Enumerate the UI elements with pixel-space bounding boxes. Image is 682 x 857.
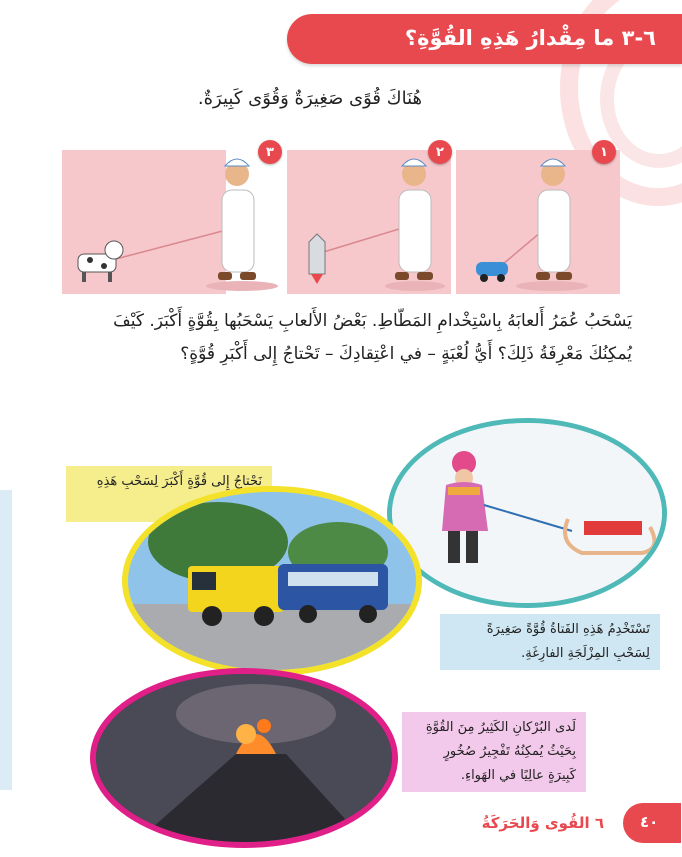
chapter-title: ٦ القُوى وَالحَرَكَةُ <box>481 814 604 832</box>
intro-text: هُنَاكَ قُوًى صَغِيرَةٌ وَقُوًى كَبِيرَةٌ. <box>197 88 422 109</box>
sled-caption <box>440 614 660 670</box>
question-paragraph: يَسْحَبُ عُمَرُ أَلعابَهُ بِاسْتِخْدامِ المَطّاطِ. بَعْضُ الأَلعابِ يَسْحَبُها بِقُوَّةٍ أَكْبَرَ. كَيْفَ يُمكِنُكَ مَعْرِفَةُ ذَلِكَ؟ أَيُّ لُعْبَةٍ – في اعْتِقادِكَ – تَحْتاجُ إِلى أَكْبَرِ قُوَّةٍ؟ <box>113 311 632 364</box>
erupting-volcano-image <box>96 674 392 842</box>
panel-2 <box>287 150 451 294</box>
panel-2-number-badge <box>428 140 452 164</box>
panel-1 <box>456 150 620 294</box>
toy-car <box>476 262 508 276</box>
panel-1-number: ١ <box>600 144 608 160</box>
sled-caption-text: تَسْتَخْدِمُ هَذِهِ الفَتاةُ قُوَّةً صَغِيرَةً لِسَحْبِ المِزْلَجَةِ الفارِغَةِ. <box>486 622 650 661</box>
volcano-caption-text: لَدى البُرْكانِ الكَثِيرُ مِنَ القُوَّةِ بِحَيْثُ يُمكِنُهُ تَفْجِيرُ صُخُورٍ كَبِيرَةٍ عالِيًا في الهَواءِ. <box>425 720 576 783</box>
panel-3 <box>62 150 226 294</box>
girl-with-sled-image <box>392 423 662 603</box>
section-title: ٦-٣ ما مِقْدارُ هَذِهِ القُوَّةِ؟ <box>404 26 656 50</box>
panel-3-number: ٣ <box>266 144 274 160</box>
boy-pulling-car-illustration <box>456 150 620 294</box>
tow-truck-pulling-bus-image <box>128 492 418 672</box>
page-number: ٤٠ <box>640 813 659 831</box>
panel-1-number-badge <box>592 140 616 164</box>
bus <box>278 564 388 610</box>
section-header <box>287 14 682 64</box>
bus-caption-text: نَحْتاجُ إِلى قُوَّةٍ أَكْبَرَ لِسَحْبِ هَذِهِ <box>96 474 262 489</box>
volcano-caption <box>402 712 586 792</box>
tow-truck-photo <box>122 486 422 676</box>
boy-pulling-rocket-illustration <box>287 150 451 294</box>
toy-rocket <box>309 234 325 274</box>
boy-pulling-dog-illustration <box>62 150 282 294</box>
side-strip <box>0 490 12 790</box>
panel-2-number: ٢ <box>436 144 444 160</box>
panel-3-number-badge <box>258 140 282 164</box>
volcano-photo <box>90 668 398 848</box>
sled-photo <box>387 418 667 608</box>
